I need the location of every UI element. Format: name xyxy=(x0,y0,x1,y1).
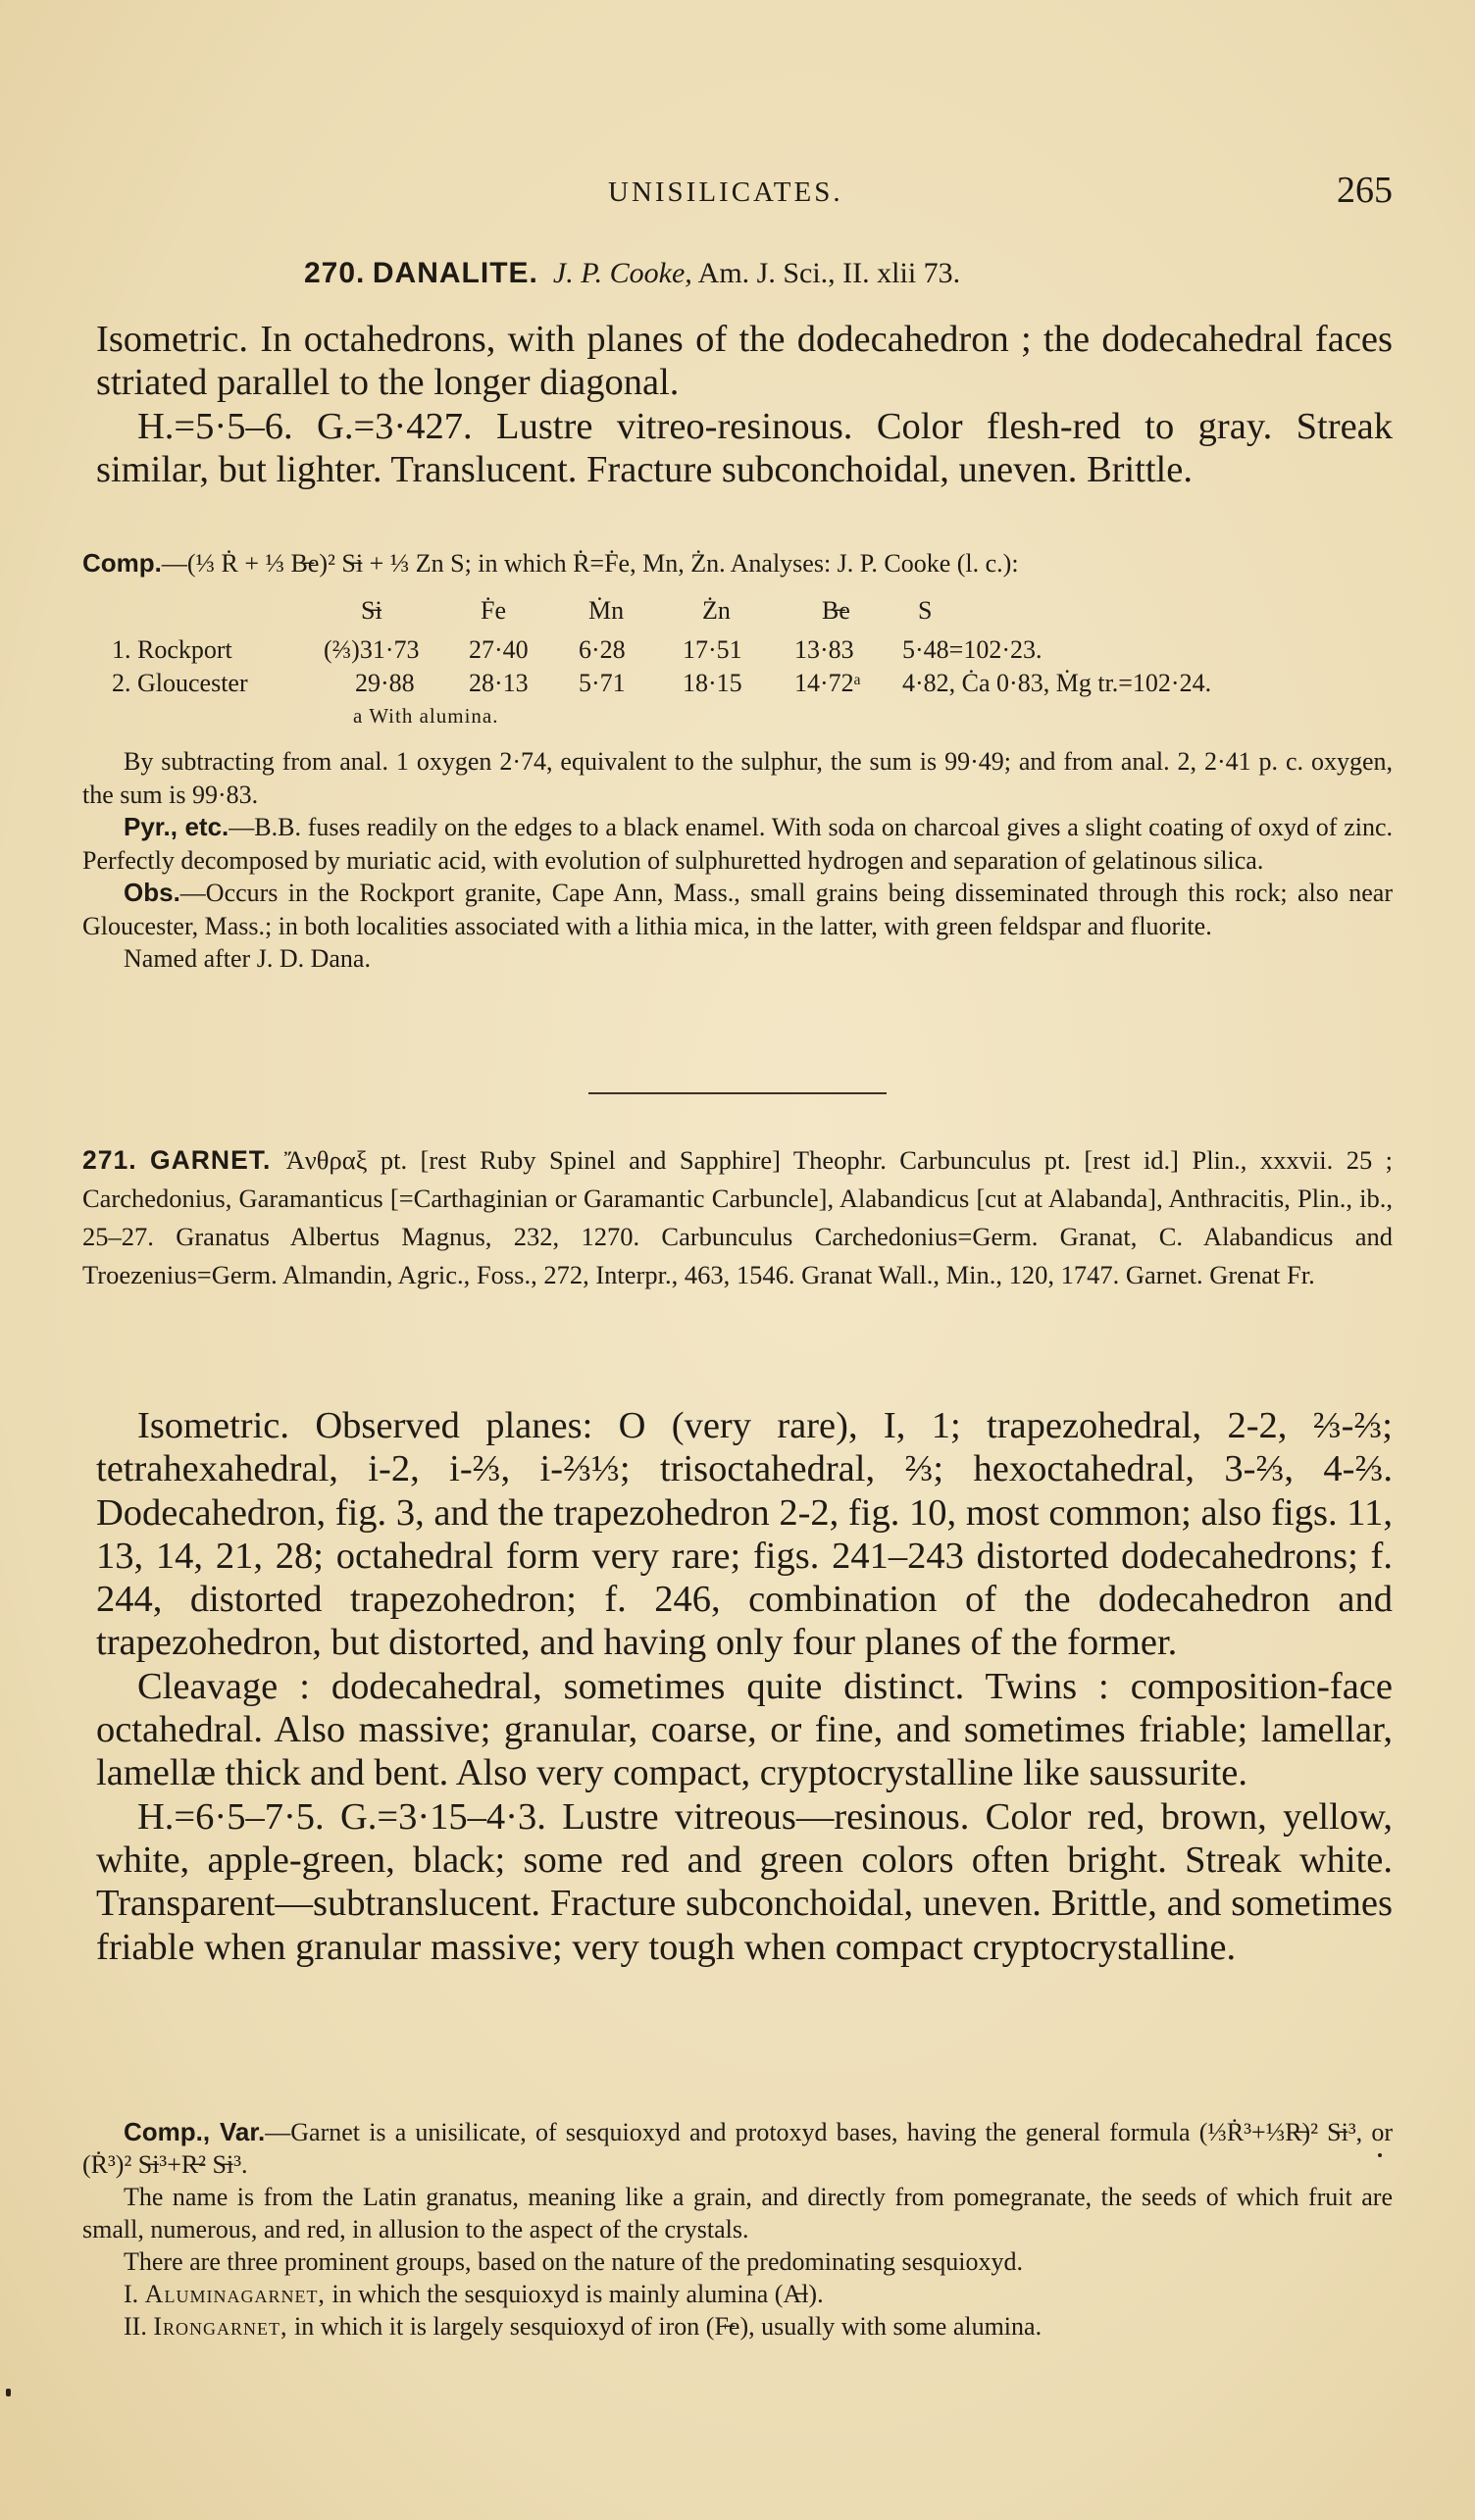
garnet-synonymy xyxy=(82,1141,1393,1294)
analysis-value: 5·71 xyxy=(579,669,626,697)
pyr-text: —B.B. fuses readily on the edges to a black enamel. With soda on charcoal gives a slight coating of oxyd of zinc. Perfectly decomposed by muriatic acid, with evolution of sulphuretted hydrogen and separation of gelatinous silica. xyxy=(82,813,1393,875)
analysis-value: 29·88 xyxy=(355,669,415,697)
analysis-header: S̶i xyxy=(361,596,382,625)
comp-label: Comp. xyxy=(82,548,162,578)
danalite-notes xyxy=(82,745,1393,976)
group-1-number: I. xyxy=(124,2280,139,2308)
danalite-name: DANALITE. xyxy=(372,257,538,289)
group-1-name: Aluminagarnet, xyxy=(144,2280,326,2308)
danalite-composition xyxy=(82,547,1393,580)
garnet-group-1 xyxy=(82,2278,1393,2310)
danalite-citation: Am. J. Sci., II. xlii 73. xyxy=(697,257,961,289)
named-note: Named after J. D. Dana. xyxy=(124,944,371,973)
obs-label: Obs. xyxy=(124,878,180,907)
analysis-value: (⅔)31·73 xyxy=(324,635,420,664)
group-1-text: in which the sesquioxyd is mainly alumina (A̶l). xyxy=(331,2280,824,2308)
analysis-locality: 2. Gloucester xyxy=(112,669,248,697)
danalite-description xyxy=(96,318,1393,491)
analysis-header: B̶e xyxy=(822,596,850,625)
danalite-description-paragraph: Isometric. In octahedrons, with planes of the dodecahedron ; the dodecahedral faces striated parallel to the longer diagonal. xyxy=(96,319,1393,404)
analysis-header: S xyxy=(918,596,933,625)
danalite-oxygen-note: By subtracting from anal. 1 oxygen 2·74, equivalent to the sulphur, the sum is 99·49; and from anal. 2, 2·41 p. c. oxygen, the sum is 99·83. xyxy=(82,747,1393,809)
garnet-comp-label: Comp., Var. xyxy=(124,2117,266,2146)
garnet-name: GARNET. xyxy=(150,1145,272,1175)
garnet-number: 271. xyxy=(82,1145,137,1175)
analysis-value: 27·40 xyxy=(469,635,529,664)
group-2-number: II. xyxy=(124,2312,147,2341)
comp-text: —(⅓ Ṙ + ⅓ B̶e)² S̶i + ⅓ Zn S; in which Ṙ=Ḟe, Mn, Żn. Analyses: J. P. Cooke (l. c.): xyxy=(161,549,1019,578)
garnet-description-paragraph: H.=6·5–7·5. G.=3·15–4·3. Lustre vitreous—resinous. Color red, brown, yellow, white, apple-green, black; some red and green colors often bright. Streak white. Transparent—subtranslucent. Fracture subconchoidal, uneven. Brittle, and sometimes friable when granular massive; very tough when compact cryptocrystalline. xyxy=(96,1795,1393,1968)
garnet-synonymy-text: Ἄνθραξ pt. [rest Ruby Spinel and Sapphire] Theophr. Carbunculus pt. [rest id.] Plin., xxxvii. 25 ; Carchedonius, Garamanticus [=Carthaginian or Garamantic Carbuncle], Alabandicus [cut at Alabanda], Anthracitis, Plin., ib., 25–27. Granatus Albertus Magnus, 232, 1270. Carbunculus Carchedonius=Germ. Granat, C. Alabandicus and Troezenius=Germ. Almandin, Agric., Foss., 272, Interpr., 463, 1546. Granat Wall., Min., 120, 1747. Garnet. Grenat Fr. xyxy=(82,1145,1394,1289)
analysis-value: 17·51 xyxy=(683,635,742,664)
analysis-value: 13·83 xyxy=(794,635,854,664)
analysis-header: Ḟe xyxy=(481,596,506,625)
danalite-number: 270. xyxy=(304,257,366,289)
analysis-value: 28·13 xyxy=(469,669,529,697)
analysis-locality: 1. Rockport xyxy=(112,635,232,664)
ink-speck xyxy=(6,2389,11,2396)
garnet-description-paragraph: Isometric. Observed planes: O (very rare), I, 1; trapezohedral, 2-2, ⅔-⅔; tetrahexahedral, i-2, i-⅔, i-⅔⅓; trisoctahedral, ⅔; hexoctahedral, 3-⅔, 4-⅔. Dodecahedron, fig. 3, and the trapezohedron 2-2, fig. 10, most common; also figs. 11, 13, 14, 21, 28; octahedral form very rare; figs. 241–243 distorted dodecahedrons; f. 244, distorted trapezohedron; f. 246, combination of the dodecahedron and trapezohedron, but distorted, and having only four planes of the former. xyxy=(96,1405,1393,1664)
garnet-group-2 xyxy=(82,2310,1393,2343)
garnet-comp-text: —Garnet is a unisilicate, of sesquioxyd and protoxyd bases, having the general formula (⅓Ṙ³+⅓R̶)² S̶i³, or (Ṙ³)² S̶i³+R̶² S̶i³. xyxy=(82,2118,1393,2179)
group-2-text: in which it is largely sesquioxyd of iron (F̶e), usually with some alumina. xyxy=(293,2312,1043,2341)
garnet-description xyxy=(96,1404,1393,1969)
danalite-description-paragraph: H.=5·5–6. G.=3·427. Lustre vitreo-resinous. Color flesh-red to gray. Streak similar, but lighter. Translucent. Fracture subconchoidal, uneven. Brittle. xyxy=(96,405,1393,490)
section-divider xyxy=(588,1092,887,1094)
analysis-value: 6·28 xyxy=(579,635,626,664)
pyr-label: Pyr., etc. xyxy=(124,812,229,841)
page-number: 265 xyxy=(1337,170,1393,211)
danalite-author: J. P. Cooke, xyxy=(552,257,692,289)
running-head: UNISILICATES. xyxy=(608,176,843,208)
garnet-composition xyxy=(82,2116,1393,2343)
ink-speck xyxy=(1378,2153,1382,2157)
analysis-header: Ṁn xyxy=(588,596,625,625)
garnet-description-paragraph: Cleavage : dodecahedral, sometimes quite distinct. Twins : composition-face octahedral. Also massive; granular, coarse, or fine, and sometimes friable; lamellar, lamellæ thick and bent. Also very compact, cryptocrystalline like saussurite. xyxy=(96,1665,1393,1794)
danalite-heading xyxy=(304,257,960,290)
analysis-value: 5·48=102·23. xyxy=(902,635,1043,664)
analysis-footnote: a With alumina. xyxy=(353,704,499,728)
obs-text: —Occurs in the Rockport granite, Cape Ann, Mass., small grains being disseminated through this rock; also near Gloucester, Mass.; in both localities associated with a lithia mica, in the latter, with green feldspar and fluorite. xyxy=(82,879,1393,940)
garnet-groups-intro: There are three prominent groups, based on the nature of the predominating sesquioxyd. xyxy=(124,2247,1023,2276)
group-2-name: Irongarnet, xyxy=(153,2312,288,2341)
analysis-value: 18·15 xyxy=(683,669,742,697)
analysis-header: Żn xyxy=(702,596,731,625)
garnet-name-note: The name is from the Latin granatus, meaning like a grain, and directly from pomegranate, the seeds of which fruit are small, numerous, and red, in allusion to the aspect of the crystals. xyxy=(82,2183,1393,2243)
analysis-value: 4·82, Ċa 0·83, Ṁg tr.=102·24. xyxy=(902,669,1212,697)
analysis-value: 14·72ᵃ xyxy=(794,669,861,697)
